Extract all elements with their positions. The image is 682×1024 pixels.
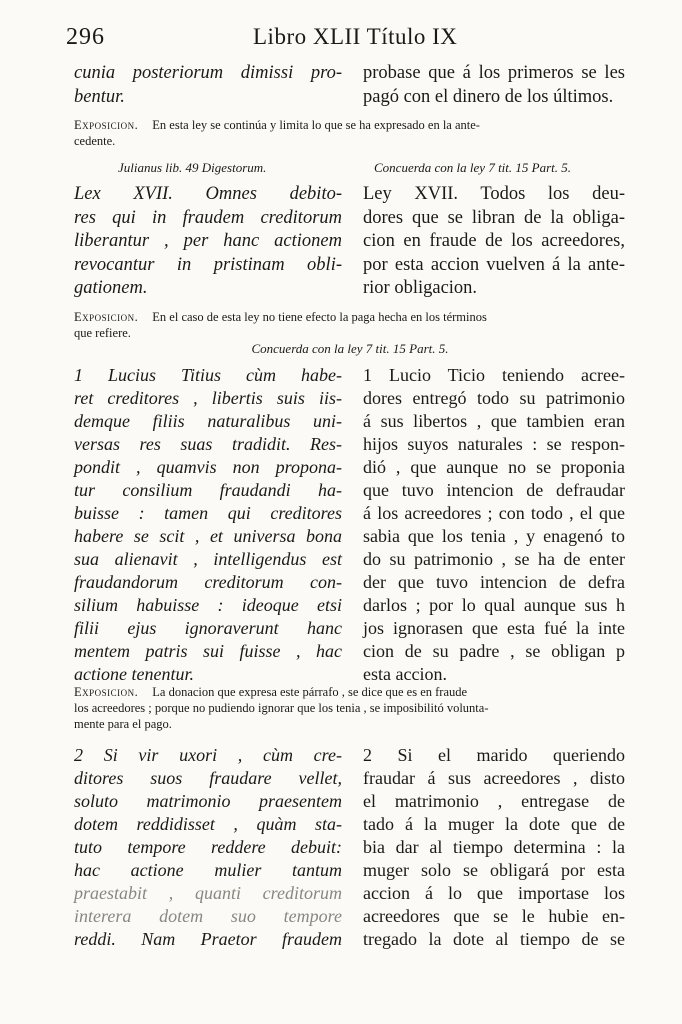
latin-line: silium habuisse : ideoque etsi xyxy=(74,595,342,615)
latin-line: buisse : tamen qui creditores xyxy=(74,503,342,523)
latin-line: sua alienavit , intelligendus est xyxy=(74,549,342,569)
latin-line: ret creditores , libertis suis iis- xyxy=(74,388,342,408)
exposicion-text: los acreedores ; porque no pudiendo ignorar que los tenia , se imposibilitó volunta- xyxy=(74,701,489,715)
spanish-line: 1 Lucio Ticio teniendo acree- xyxy=(363,365,625,385)
exposicion-1 xyxy=(74,117,626,149)
exposicion-text: La donacion que expresa este párrafo , se dice que es en fraude xyxy=(152,685,468,699)
spanish-line: accion á lo que importase los xyxy=(363,883,625,903)
spanish-line: 2 Si el marido queriendo xyxy=(363,745,625,765)
running-title: Libro XLII Título IX xyxy=(253,24,458,49)
spanish-line: por esta accion vuelven á la ante- xyxy=(363,254,625,275)
latin-line: reddi. Nam Praetor fraudem xyxy=(74,929,342,949)
spanish-line: acreedores que se le hubie en- xyxy=(363,906,625,926)
exposicion-text: cedente. xyxy=(74,134,116,148)
para-2-spanish xyxy=(363,744,625,951)
latin-line: hac actione mulier tantum xyxy=(74,860,342,880)
latin-line: interera dotem suo tempore xyxy=(74,906,342,926)
exposicion-text: que refiere. xyxy=(74,326,131,340)
lex-17-spanish xyxy=(363,183,625,301)
exposicion-text: En esta ley se continúa y limita lo que se ha expresado en la ante- xyxy=(152,118,480,132)
spanish-line: cion de su padre , se obligan p xyxy=(363,641,625,661)
latin-line: cunia posteriorum dimissi pro- xyxy=(74,63,342,83)
page-header xyxy=(66,24,626,56)
page-number: 296 xyxy=(66,24,105,50)
latin-line: 2 Si vir uxori , cùm cre- xyxy=(74,745,342,765)
latin-line: actione tenentur. xyxy=(74,664,194,684)
spanish-line: esta accion. xyxy=(363,664,447,684)
spanish-line: tregado la dote al tiempo de se xyxy=(363,929,625,949)
exposicion-text: mente para el pago. xyxy=(74,717,172,731)
spanish-line: dores entregó todo su patrimonio xyxy=(363,388,625,408)
latin-line: ditores suos fraudare vellet, xyxy=(74,768,342,788)
exposicion-label: Exposicion. xyxy=(74,685,139,699)
spanish-line: muger solo se obligará por esta xyxy=(363,860,625,880)
latin-line: liberantur , per hanc actionem xyxy=(74,231,342,251)
exposicion-text: En el caso de esta ley no tiene efecto la paga hecha en los términos xyxy=(152,310,487,324)
spanish-line: el matrimonio , entregase de xyxy=(363,791,625,811)
spanish-line: der que tuvo intencion de defra xyxy=(363,572,625,592)
para-1-latin xyxy=(74,364,342,686)
spanish-line: jos ignorasen que esta fué la inte xyxy=(363,618,625,638)
exposicion-label: Exposicion. xyxy=(74,310,139,324)
latin-line: mentem patris sui fuisse , hac xyxy=(74,641,342,661)
latin-line: bentur. xyxy=(74,86,125,107)
source-concuerda-2: Concuerda con la ley 7 tit. 15 Part. 5. xyxy=(251,341,449,356)
latin-line: demque filiis naturalibus uni- xyxy=(74,411,342,431)
spanish-line: que tuvo intencion de defraudar xyxy=(363,480,625,500)
spanish-line: dores que se libran de la obliga- xyxy=(363,207,625,228)
spanish-line: dió , que aunque no se proponia xyxy=(363,457,625,477)
para-2-latin xyxy=(74,744,342,951)
latin-line: gationem. xyxy=(74,278,148,298)
spanish-line: tado á la muger la dote que de xyxy=(363,814,625,834)
latin-line: 1 Lucius Titius cùm habe- xyxy=(74,365,342,385)
latin-line: res qui in fraudem creditorum xyxy=(74,207,342,228)
spanish-line: bia dar al tiempo determina : la xyxy=(363,837,625,857)
spanish-continuation xyxy=(363,62,625,109)
spanish-line: do su patrimonio , se ha de enter xyxy=(363,549,625,569)
latin-line: fraudandorum creditorum con- xyxy=(74,572,342,592)
source-concuerda: Concuerda con la ley 7 tit. 15 Part. 5. xyxy=(374,160,572,175)
spanish-line: pagó con el dinero de los últimos. xyxy=(363,86,614,107)
spanish-line: Ley XVII. Todos los deu- xyxy=(363,184,625,204)
spanish-line: probase que á los primeros se les xyxy=(363,63,625,83)
latin-line: soluto matrimonio praesentem xyxy=(74,791,342,811)
exposicion-label: Exposicion. xyxy=(74,118,139,132)
latin-line: praestabit , quanti creditorum xyxy=(74,883,342,903)
latin-line: tur consilium fraudandi ha- xyxy=(74,480,342,500)
latin-line: filii ejus ignoraverunt hanc xyxy=(74,618,342,638)
spanish-line: darlos ; por lo qual aunque sus h xyxy=(363,595,625,615)
spanish-line: rior obligacion. xyxy=(363,278,478,298)
para-1-spanish xyxy=(363,364,625,686)
latin-line: versas res suas tradidit. Res- xyxy=(74,434,342,454)
exposicion-2 xyxy=(74,309,626,341)
latin-line: tuto tempore reddere debuit: xyxy=(74,837,342,857)
spanish-line: fraudar á sus acreedores , disto xyxy=(363,768,625,788)
spanish-line: hijos suyos naturales : se respon- xyxy=(363,434,625,454)
spanish-line: á los acreedores ; con todo , el que xyxy=(363,503,625,523)
source-julianus: Julianus lib. 49 Digestorum. xyxy=(118,160,267,175)
spanish-line: cion en fraude de los acreedores, xyxy=(363,231,625,251)
lex-17-latin xyxy=(74,183,342,301)
latin-continuation xyxy=(74,62,342,109)
exposicion-3 xyxy=(74,684,626,732)
spanish-line: sabia que los tenia , y enagenó to xyxy=(363,526,625,546)
spanish-line: á sus libertos , que tambien eran xyxy=(363,411,625,431)
latin-line: habere se scit , et universa bona xyxy=(74,526,342,546)
latin-line: dotem reddidisset , quàm sta- xyxy=(74,814,342,834)
latin-line: Lex XVII. Omnes debito- xyxy=(74,184,342,204)
latin-line: pondit , quamvis non propona- xyxy=(74,457,342,477)
latin-line: revocantur in pristinam obli- xyxy=(74,254,342,275)
